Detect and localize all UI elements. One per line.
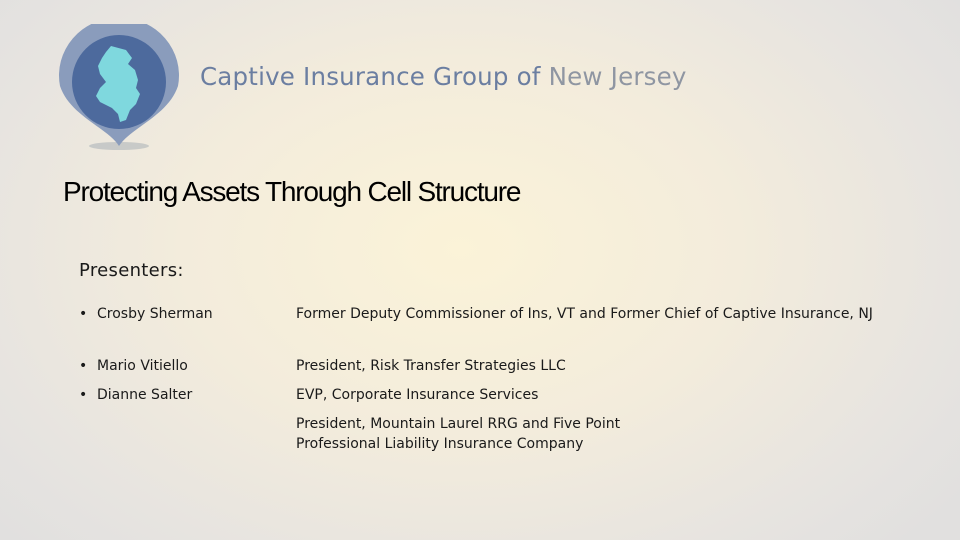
presenter-role: EVP, Corporate Insurance Services (296, 387, 539, 403)
map-pin-new-jersey-icon (56, 24, 182, 154)
bullet-marker: • (79, 358, 88, 374)
presenter-name: Crosby Sherman (97, 306, 213, 322)
presenter-name: Dianne Salter (97, 387, 193, 403)
slide-title: Protecting Assets Through Cell Structure (63, 176, 521, 207)
organization-name-state: New Jersey (548, 62, 687, 91)
presenter-role-additional: President, Mountain Laurel RRG and Five Point Professional Liability Insurance Company (296, 416, 621, 452)
presenters-heading: Presenters: (79, 260, 184, 281)
organization-name-primary: Captive Insurance Group of (200, 62, 549, 91)
bullet-marker: • (79, 387, 88, 403)
presenter-name: Mario Vitiello (97, 358, 188, 374)
presenter-role: Former Deputy Commissioner of Ins, VT and Former Chief of Captive Insurance, NJ (296, 306, 873, 322)
bullet-marker: • (79, 306, 88, 322)
presenter-role: President, Risk Transfer Strategies LLC (296, 358, 566, 374)
organization-name (200, 62, 687, 91)
